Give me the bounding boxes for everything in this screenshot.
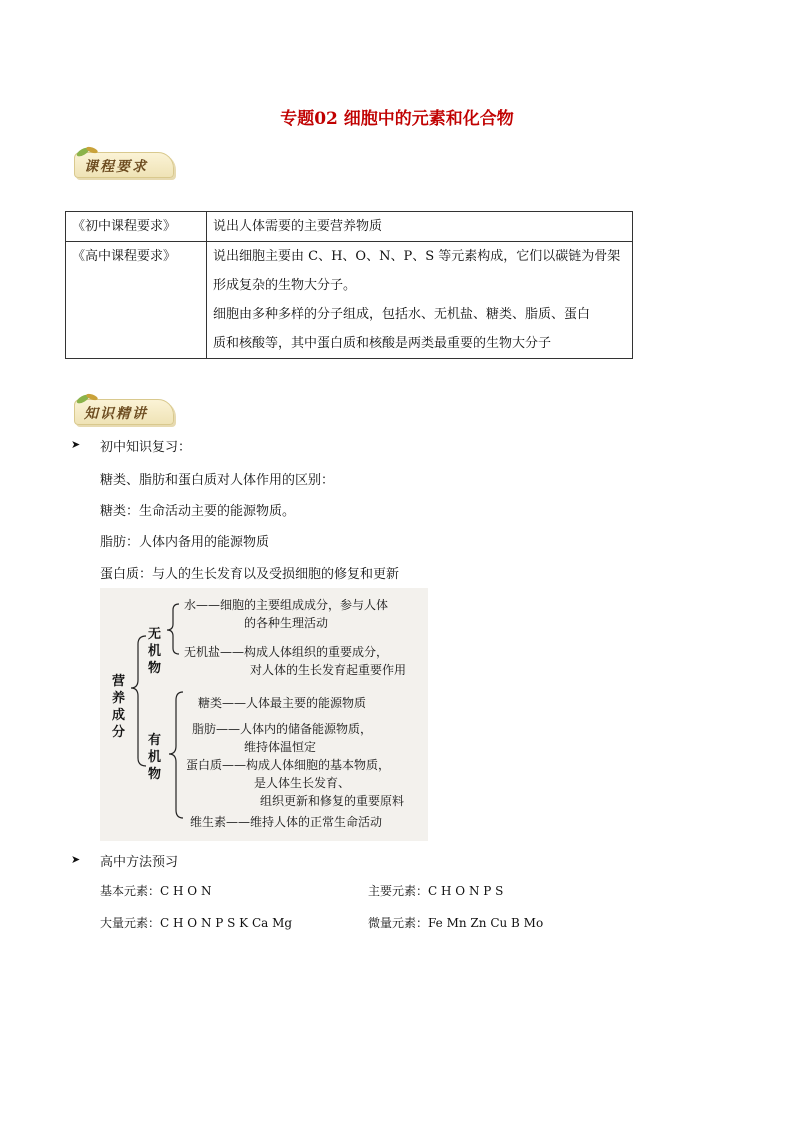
paragraph: 蛋白质：与人的生长发育以及受损细胞的修复和更新: [100, 567, 400, 582]
paragraph: 脂肪：人体内备用的能源物质: [100, 535, 270, 550]
table-text: 质和核酸等，其中蛋白质和核酸是两类最重要的生物大分子: [213, 336, 552, 351]
table-text: 说出细胞主要由 C、H、O、N、P、S 等元素构成，它们以碳链为骨架: [213, 249, 621, 264]
element-value: C H O N P S K Ca Mg: [160, 916, 293, 930]
diagram-text: 的各种生理活动: [244, 616, 329, 630]
diagram-text: 脂肪——人体内的储备能源物质，: [192, 722, 373, 736]
nutrient-diagram: [100, 588, 428, 841]
element-value: Fe Mn Zn Cu B Mo: [428, 916, 544, 930]
table-row: [66, 212, 633, 242]
element-group-basic: [100, 882, 211, 899]
table-text: 形成复杂的生物大分子。: [213, 278, 357, 293]
knowledge-banner: [74, 390, 174, 424]
element-label: 主要元素：: [368, 884, 429, 898]
arrow-bullet-icon: ➤: [71, 853, 81, 866]
element-group-trace: [368, 914, 543, 931]
table-text: 细胞由多种多样的分子组成，包括水、无机盐、糖类、脂质、蛋白: [213, 307, 591, 322]
element-label: 大量元素：: [100, 916, 161, 930]
element-group-macro: [100, 914, 292, 931]
banner-label: 知识精讲: [84, 406, 148, 422]
element-label: 基本元素：: [100, 884, 161, 898]
diagram-text: 是人体生长发育、: [254, 776, 351, 790]
section-heading: 高中方法预习: [100, 855, 179, 870]
table-text: 说出人体需要的主要营养物质: [213, 219, 383, 234]
table-row: [66, 242, 633, 359]
diagram-text: 对人体的生长发育起重要作用: [250, 663, 407, 677]
arrow-bullet-icon: ➤: [71, 438, 81, 451]
element-value: C H O N P S: [428, 884, 504, 898]
diagram-text: 蛋白质——构成人体细胞的基本物质，: [186, 758, 391, 772]
paragraph: 糖类、脂肪和蛋白质对人体作用的区别：: [100, 473, 335, 488]
diagram-text: 维持体温恒定: [244, 740, 317, 754]
element-value: C H O N: [160, 884, 212, 898]
page-title: 专题02 细胞中的元素和化合物: [280, 109, 514, 129]
table-cell-label: 《初中课程要求》: [66, 212, 207, 242]
diagram-text: 无机盐——构成人体组织的重要成分，: [184, 645, 389, 659]
banner-label: 课程要求: [84, 159, 148, 175]
diagram-root-label: 营养成分: [112, 674, 126, 740]
paragraph: 糖类：生命活动主要的能源物质。: [100, 504, 296, 519]
diagram-text: 水——细胞的主要组成成分，参与人体: [184, 598, 389, 612]
course-requirements-banner: [74, 143, 174, 177]
diagram-organic-label: 有机物: [148, 733, 162, 782]
section-heading: 初中知识复习：: [100, 440, 192, 455]
diagram-inorganic-label: 无机物: [148, 627, 162, 676]
table-cell-label: 《高中课程要求》: [66, 242, 207, 359]
element-group-main: [368, 882, 503, 899]
element-label: 微量元素：: [368, 916, 429, 930]
table-cell-content: [207, 212, 633, 242]
table-cell-content: [207, 242, 633, 359]
diagram-text: 组织更新和修复的重要原料: [260, 794, 405, 808]
diagram-text: 维生素——维持人体的正常生命活动: [190, 815, 383, 829]
diagram-text: 糖类——人体最主要的能源物质: [198, 696, 367, 710]
requirements-table: [65, 211, 633, 359]
